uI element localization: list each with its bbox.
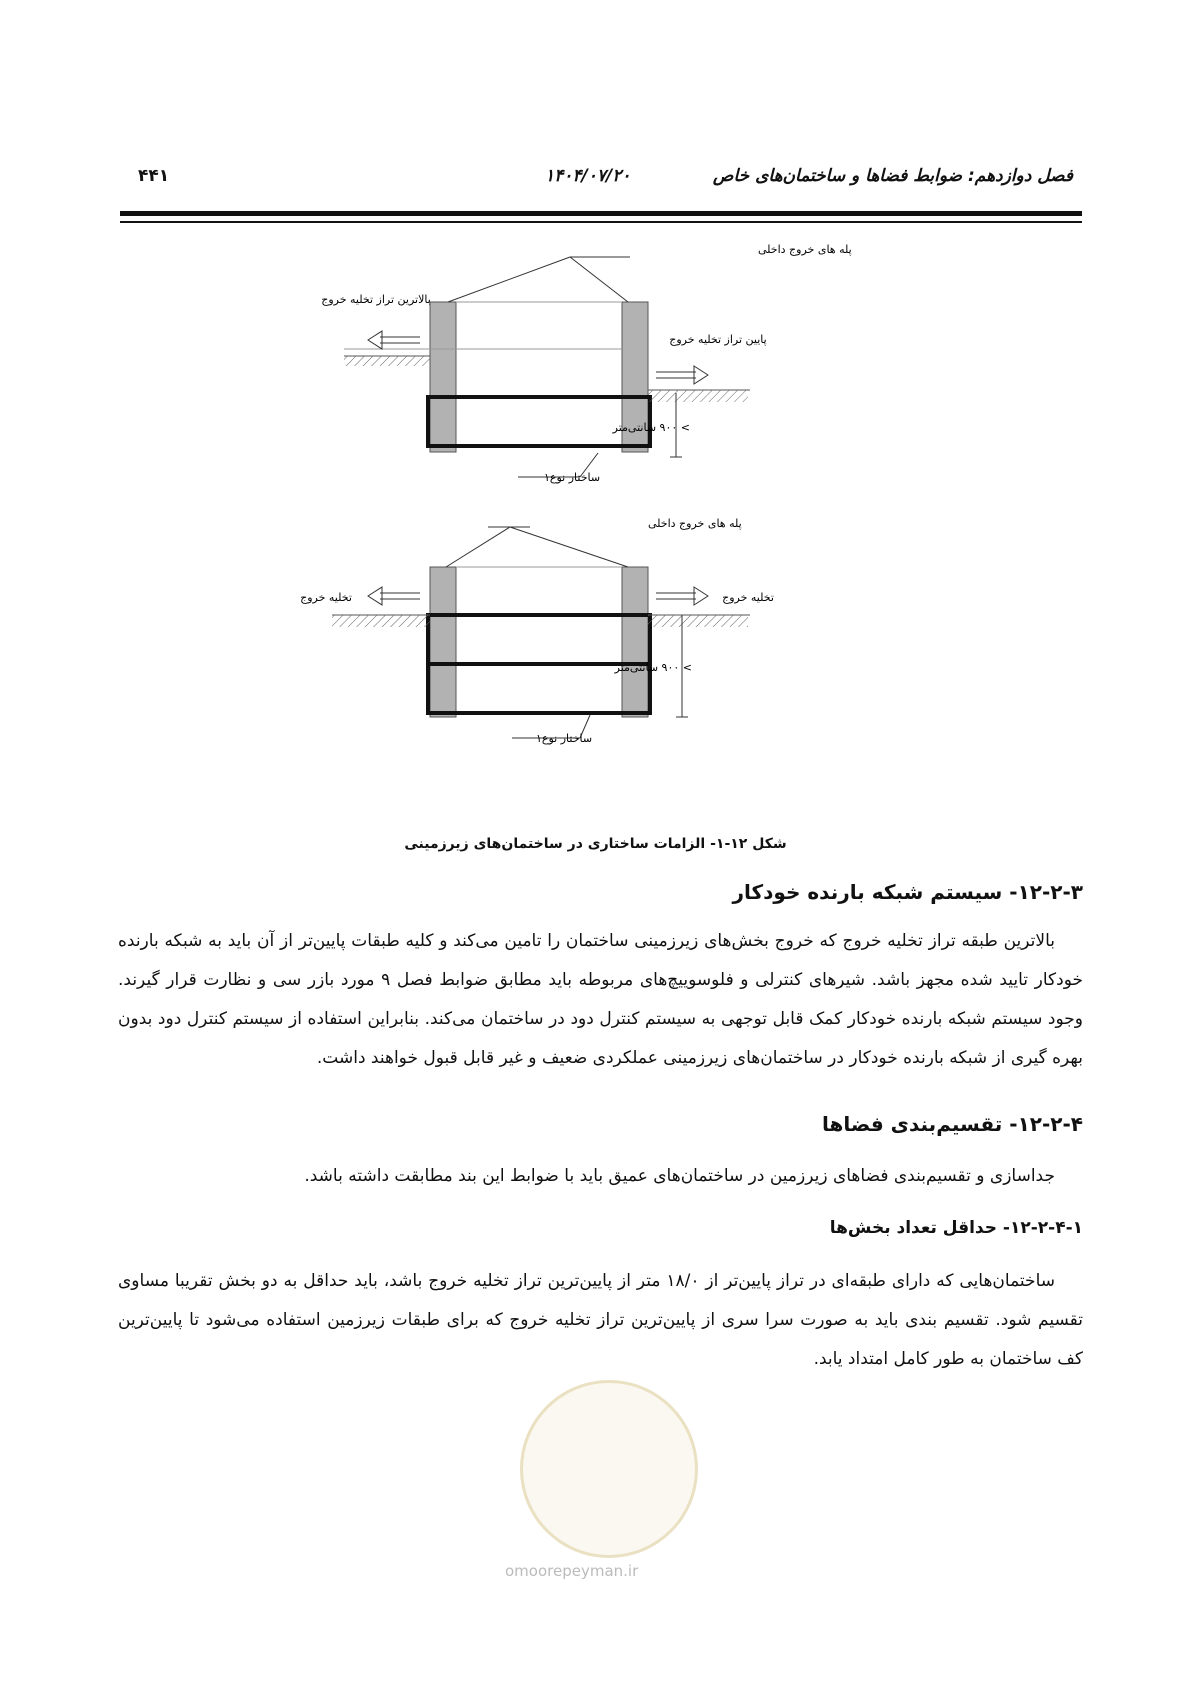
figure-caption: شکل ۱۲-۱- الزامات ساختاری در ساختمان‌های زیرزمینی — [404, 836, 787, 852]
section-heading: ۱۲-۲-۴- تقسیم‌بندی فضاها — [821, 1112, 1083, 1136]
dimension-label: > ۹۰۰ سانتی‌متر — [612, 421, 690, 434]
ground-hatch — [344, 356, 430, 366]
subsection-heading: ۱۲-۲-۴-۱- حداقل تعداد بخش‌ها — [829, 1218, 1083, 1238]
section-paragraph: جداسازی و تقسیم‌بندی فضاهای زیرزمین در ساختمان‌های عمیق باید با ضوابط این بند مطابقت داشته باشد. — [304, 1166, 1055, 1186]
structure-label: ساختار نوع۱ — [536, 732, 593, 745]
stair-wall-left — [430, 302, 456, 452]
diagram-bottom — [300, 517, 774, 745]
structure-label: ساختار نوع۱ — [544, 471, 601, 484]
watermark-seal — [520, 1380, 698, 1558]
diagram-top — [321, 243, 851, 484]
ground-hatch — [332, 615, 430, 627]
exit-arrow-left — [368, 587, 420, 605]
section-paragraph: بالاترین طبقه تراز تخلیه خروج که خروج بخش‌های زیرزمینی ساختمان را تامین می‌کند و کلیه طبقات پایین‌تر از آن باید به شبکه بارنده خودکار تایید شده مجهز باشد. شیرهای کنترلی و فلوسوییچ‌های مربوطه باید مطابق ضوابط فصل ۹ مورد بازر سی و نظارت قرار گیرند. وجود سیستم شبکه بارنده خودکار کمک قابل توجهی به سیستم کنترل دود در ساختمان می‌کند. بنابراین استفاده از سیستم کنترل دود بدون بهره گیری از شبکه بارنده خودکار در ساختمان‌های زیرزمینی عملکردی ضعیف و غیر قابل قبول خواهند داشت. — [118, 931, 1083, 1068]
header-rule-thin — [120, 221, 1082, 223]
stair-wall-right — [622, 567, 648, 717]
header-date: ۱۴۰۴/۰۷/۲۰ — [545, 166, 631, 186]
ground-hatch — [648, 390, 748, 402]
exit-arrow-right — [656, 587, 708, 605]
section-heading: ۱۲-۲-۳- سیستم شبکه بارنده خودکار — [732, 880, 1083, 904]
highest-exit-label: بالاترین تراز تخلیه خروج — [321, 293, 431, 306]
exit-arrow-right — [656, 366, 708, 384]
ground-hatch — [648, 615, 748, 627]
underground-structure-figure — [280, 243, 852, 815]
stair-wall-left — [430, 567, 456, 717]
section-paragraph: ساختمان‌هایی که دارای طبقه‌ای در تراز پایین‌تر از ۱۸/۰ متر از پایین‌ترین تراز تخلیه خروج باشد، باید حداقل به دو بخش تقریبا مساوی تقسیم شود. تقسیم بندی باید به صورت سرا سری از پایین‌ترین تراز تخلیه خروج که برای طبقات زیرزمین استفاده می‌شود تا پایین‌ترین کف ساختمان به طور کامل امتداد یابد. — [118, 1271, 1083, 1369]
dimension-label: > ۹۰۰ سانتی‌متر — [614, 661, 692, 674]
page-number: ۴۴۱ — [138, 166, 170, 186]
stairs-label: پله های خروج داخلی — [758, 243, 852, 256]
chapter-title: فصل دوازدهم: ضوابط فضاها و ساختمان‌های خاص — [712, 166, 1073, 186]
exit-left-label: تخلیه خروج — [300, 591, 352, 604]
stairs-label: پله های خروج داخلی — [648, 517, 742, 530]
exit-right-label: تخلیه خروج — [722, 591, 774, 604]
header-rule-thick — [120, 211, 1082, 216]
exit-arrow-left — [368, 331, 420, 349]
watermark-site: omoorepeyman.ir — [505, 1562, 639, 1580]
lowest-exit-label: پایین تراز تخلیه خروج — [669, 333, 767, 346]
